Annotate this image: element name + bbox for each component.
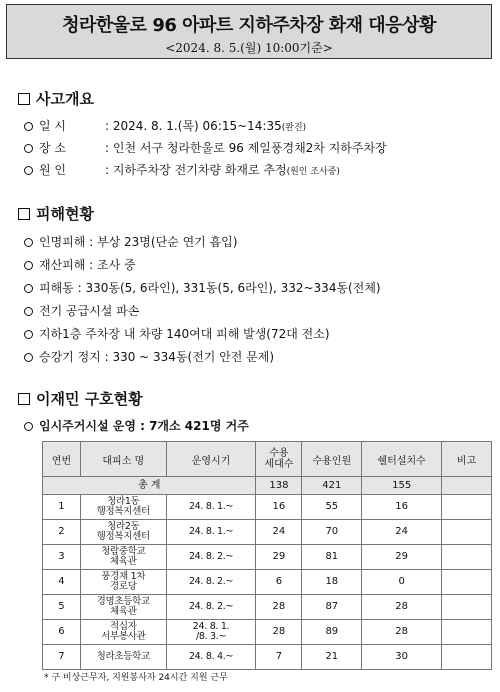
circle-bullet-icon — [24, 330, 33, 339]
note — [442, 495, 492, 520]
note — [442, 595, 492, 620]
section-overview-heading: 사고개요 — [18, 88, 94, 109]
circle-bullet-icon — [24, 284, 33, 293]
operation-period: 24. 8. 1.~ — [166, 495, 256, 520]
shelters-installed: 0 — [362, 570, 442, 595]
shelter-name: 청라1동 행정복지센터 — [80, 495, 166, 520]
shelters-installed: 28 — [362, 620, 442, 645]
operation-period: 24. 8. 2.~ — [166, 570, 256, 595]
shelter-name: 경명초등학교 체육관 — [80, 595, 166, 620]
col-header: 대피소 명 — [80, 442, 166, 477]
shelter-name: 청라초등학교 — [80, 645, 166, 670]
circle-bullet-icon — [24, 122, 33, 131]
people: 18 — [302, 570, 362, 595]
table-row — [43, 620, 492, 645]
people: 87 — [302, 595, 362, 620]
overview-item-place: 장 소 : 인천 서구 청라한울로 96 제일풍경채2차 지하주차장 — [24, 139, 387, 156]
damage-item: 재산피해 : 조사 중 — [24, 256, 136, 273]
operation-period: 24. 8. 4.~ — [166, 645, 256, 670]
shelters-installed: 30 — [362, 645, 442, 670]
households: 7 — [256, 645, 302, 670]
table-row — [43, 645, 492, 670]
circle-bullet-icon — [24, 422, 33, 431]
relief-subheading: 임시주거시설 운영 : 7개소 421명 거주 — [24, 417, 249, 434]
shelters-installed: 29 — [362, 545, 442, 570]
table-row — [43, 495, 492, 520]
row-number: 5 — [43, 595, 81, 620]
table-row — [43, 545, 492, 570]
col-header: 비고 — [442, 442, 492, 477]
note — [442, 520, 492, 545]
operation-period: 24. 8. 2.~ — [166, 595, 256, 620]
households: 28 — [256, 595, 302, 620]
shelters-installed: 24 — [362, 520, 442, 545]
households: 28 — [256, 620, 302, 645]
col-header: 수용인원 — [302, 442, 362, 477]
row-number: 2 — [43, 520, 81, 545]
page-subtitle: <2024. 8. 5.(월) 10:00기준> — [165, 41, 333, 55]
damage-item: 지하1층 주차장 내 차량 140여대 피해 발생(72대 전소) — [24, 325, 330, 342]
households: 29 — [256, 545, 302, 570]
note — [442, 620, 492, 645]
col-header: 수용 세대수 — [256, 442, 302, 477]
table-total-row — [43, 477, 492, 495]
row-number: 6 — [43, 620, 81, 645]
overview-item-time: 일 시 : 2024. 8. 1.(목) 06:15~14:35(완진) — [24, 117, 306, 134]
households: 6 — [256, 570, 302, 595]
total-people: 421 — [302, 477, 362, 495]
shelters-installed: 16 — [362, 495, 442, 520]
total-shelters: 155 — [362, 477, 442, 495]
circle-bullet-icon — [24, 238, 33, 247]
households: 24 — [256, 520, 302, 545]
footnote: * 구 비상근무자, 지원봉사자 24시간 지원 근무 — [44, 673, 228, 683]
operation-period: 24. 8. 2.~ — [166, 545, 256, 570]
col-header: 연번 — [43, 442, 81, 477]
damage-item: 승강기 정지 : 330 ~ 334동(전기 안전 문제) — [24, 348, 274, 365]
square-bullet-icon — [18, 208, 30, 220]
people: 81 — [302, 545, 362, 570]
col-header: 쉘터설치수 — [362, 442, 442, 477]
damage-item: 인명피해 : 부상 23명(단순 연기 흡입) — [24, 233, 237, 250]
total-note — [442, 477, 492, 495]
shelter-table — [42, 441, 492, 670]
circle-bullet-icon — [24, 166, 33, 175]
damage-item: 피해동 : 330동(5, 6라인), 331동(5, 6라인), 332~334동(전체) — [24, 279, 381, 296]
shelters-installed: 28 — [362, 595, 442, 620]
circle-bullet-icon — [24, 307, 33, 316]
people: 89 — [302, 620, 362, 645]
households: 16 — [256, 495, 302, 520]
damage-item: 전기 공급시설 파손 — [24, 302, 139, 319]
circle-bullet-icon — [24, 144, 33, 153]
section-damage-heading: 피해현황 — [18, 203, 94, 224]
title-box — [6, 4, 492, 59]
row-number: 3 — [43, 545, 81, 570]
total-label: 총 계 — [43, 477, 256, 495]
people: 70 — [302, 520, 362, 545]
people: 21 — [302, 645, 362, 670]
shelter-name: 청라2동 행정복지센터 — [80, 520, 166, 545]
shelter-name: 적십자 서부봉사관 — [80, 620, 166, 645]
note — [442, 545, 492, 570]
note — [442, 645, 492, 670]
page-title: 청라한울로 96 아파트 지하주차장 화재 대응상황 — [62, 15, 436, 36]
circle-bullet-icon — [24, 261, 33, 270]
shelter-name: 청람중학교 체육관 — [80, 545, 166, 570]
people: 55 — [302, 495, 362, 520]
operation-period: 24. 8. 1. /8. 3.~ — [166, 620, 256, 645]
note — [442, 570, 492, 595]
overview-item-cause: 원 인 : 지하주차장 전기차량 화재로 추정(원인 조사중) — [24, 161, 340, 178]
table-row — [43, 570, 492, 595]
shelter-name: 풍경채 1차 경로당 — [80, 570, 166, 595]
square-bullet-icon — [18, 393, 30, 405]
section-relief-heading: 이재민 구호현황 — [18, 388, 143, 409]
col-header: 운영시기 — [166, 442, 256, 477]
row-number: 7 — [43, 645, 81, 670]
operation-period: 24. 8. 1.~ — [166, 520, 256, 545]
total-households: 138 — [256, 477, 302, 495]
table-row — [43, 520, 492, 545]
row-number: 4 — [43, 570, 81, 595]
table-header-row — [43, 442, 492, 477]
square-bullet-icon — [18, 93, 30, 105]
circle-bullet-icon — [24, 353, 33, 362]
table-row — [43, 595, 492, 620]
row-number: 1 — [43, 495, 81, 520]
